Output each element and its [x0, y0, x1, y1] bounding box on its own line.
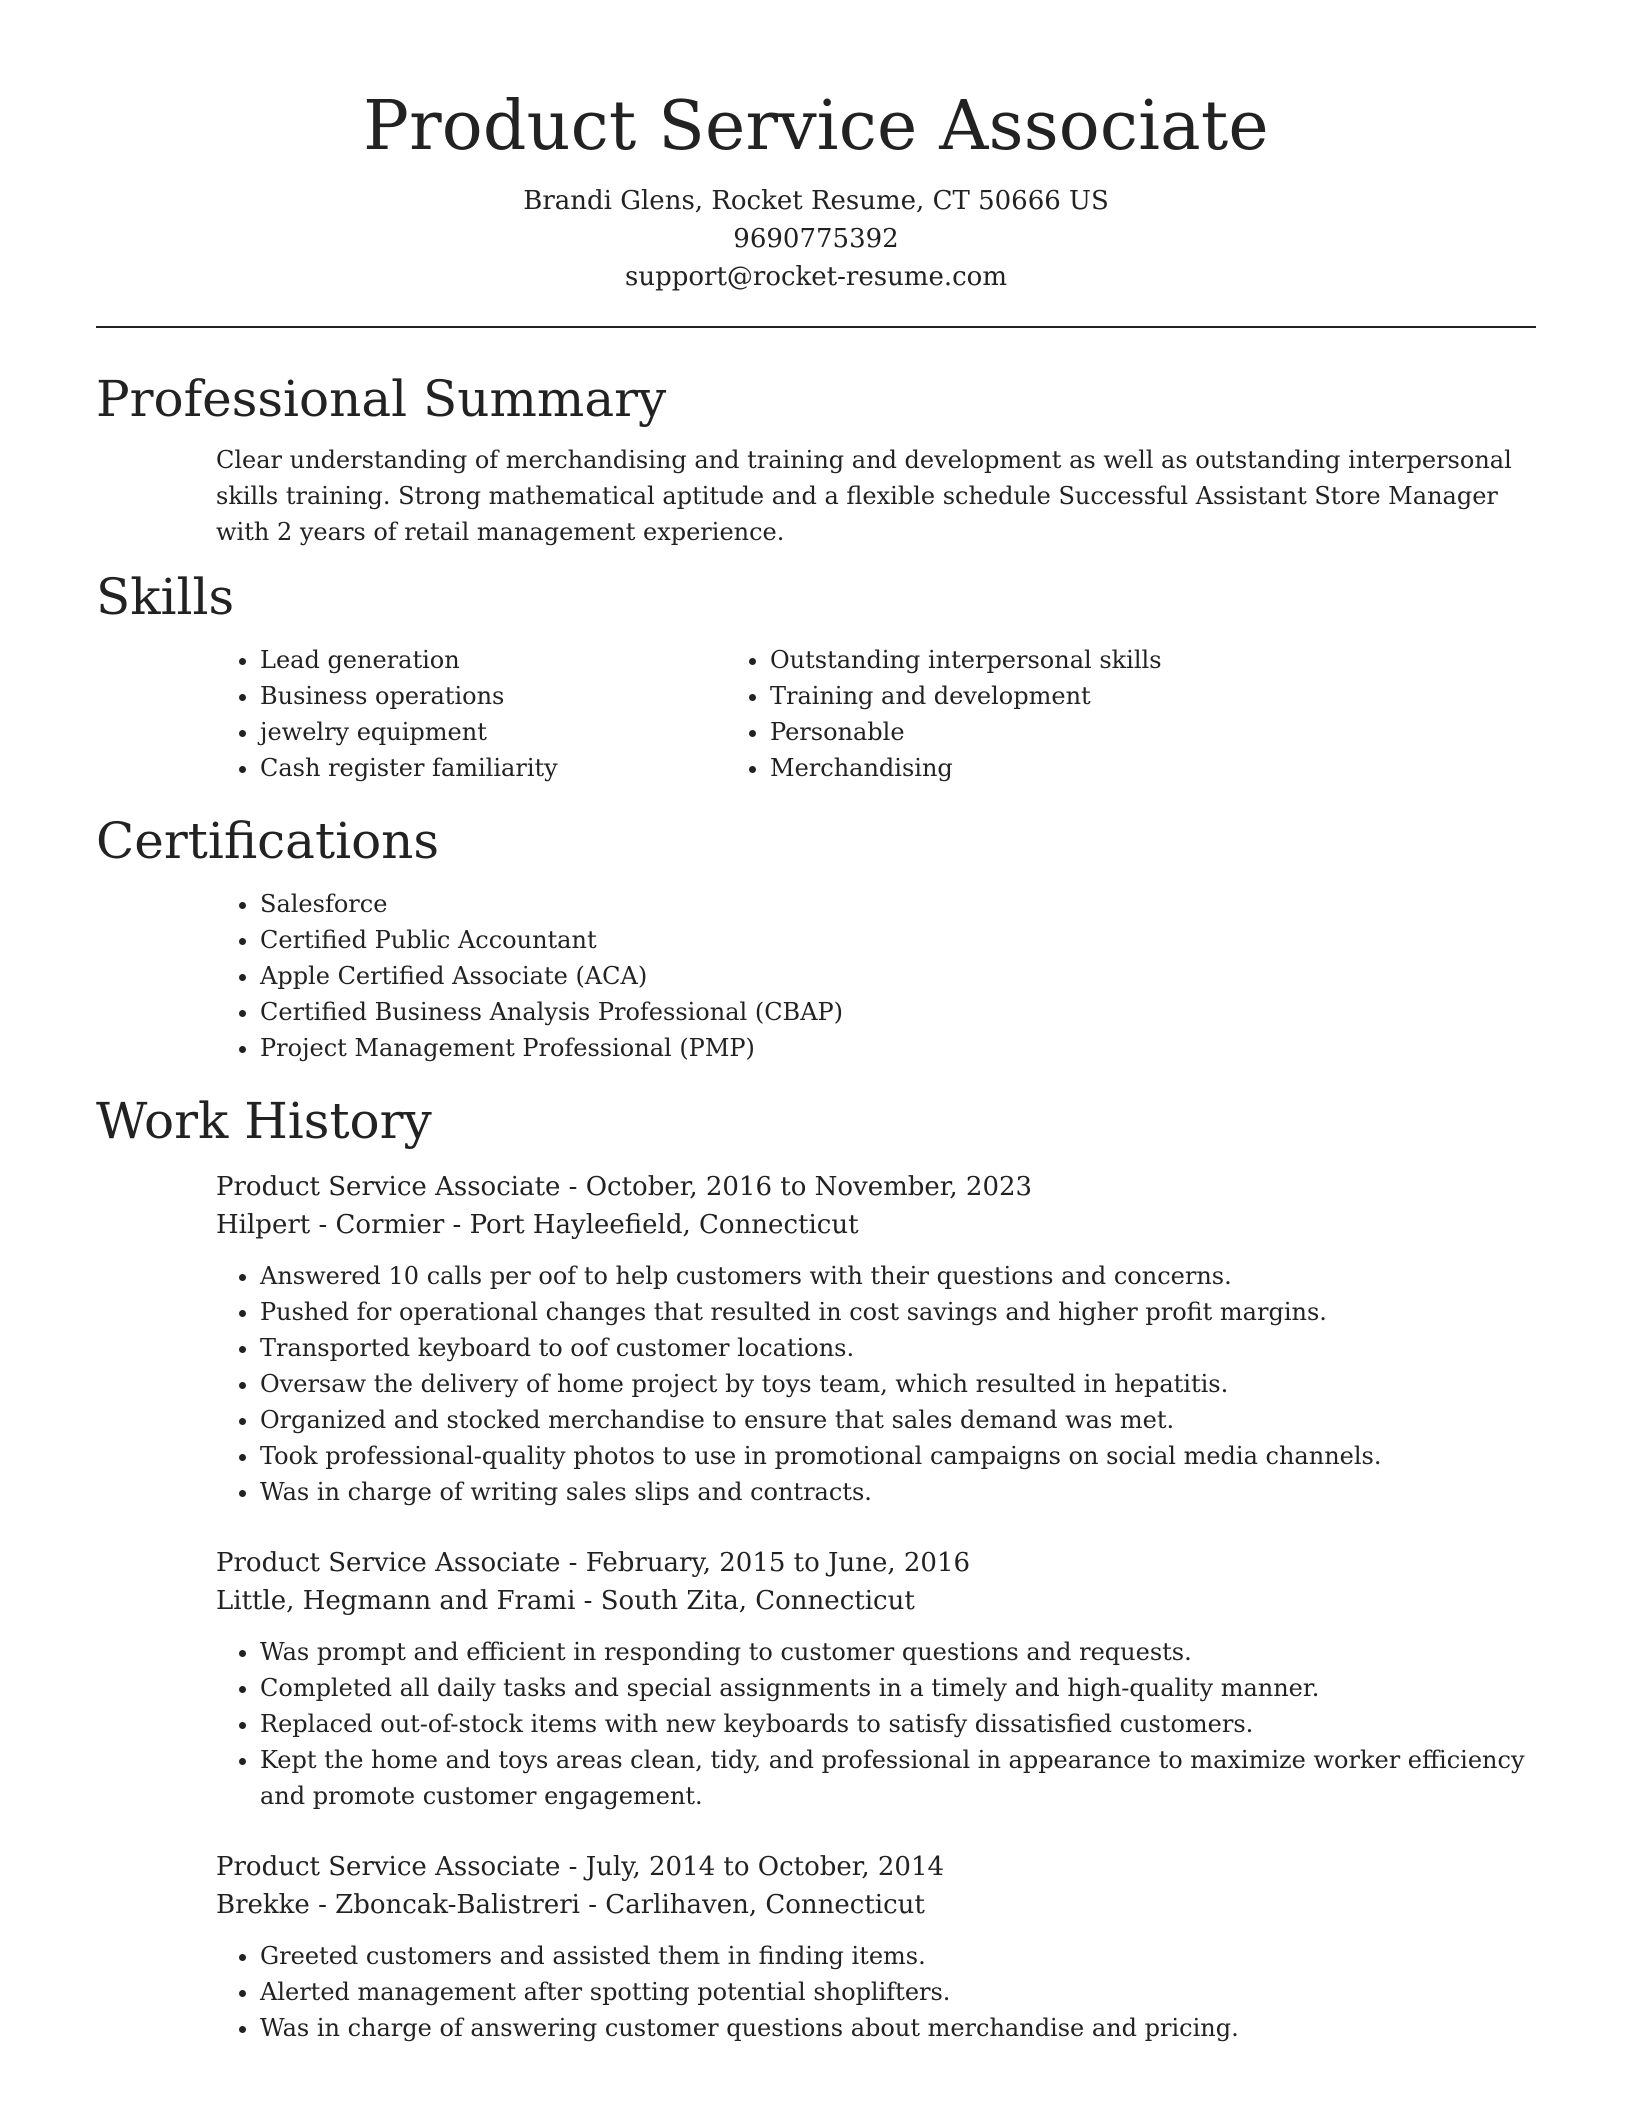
job-bullet: • Was prompt and efficient in responding to customer questions and requests. [260, 1634, 1536, 1670]
skill-item: • Outstanding interpersonal skills [770, 642, 1396, 678]
job-entry [96, 1168, 1536, 1510]
skill-item: • Merchandising [770, 750, 1396, 786]
certification-item: • Certified Public Accountant [260, 922, 1536, 958]
certifications-list [96, 886, 1536, 1066]
job-header [216, 1544, 1536, 1620]
job-dates: - July, 2014 to October, 2014 [560, 1852, 945, 1882]
job-header [216, 1848, 1536, 1924]
job-bullet: • Transported keyboard to oof customer locations. [260, 1330, 1536, 1366]
header-divider [96, 326, 1536, 328]
certifications-heading: Certifications [96, 812, 440, 870]
certification-item: • Salesforce [260, 886, 1536, 922]
skill-item: • Training and development [770, 678, 1396, 714]
job-company: Brekke - Zboncak-Balistreri [216, 1890, 580, 1920]
resume-page [96, 0, 1536, 2046]
job-bullet: • Organized and stocked merchandise to ensure that sales demand was met. [260, 1402, 1536, 1438]
job-bullets [96, 1634, 1536, 1814]
job-company-line [216, 1582, 1536, 1620]
certification-item: • Project Management Professional (PMP) [260, 1030, 1536, 1066]
job-bullet: • Was in charge of answering customer questions about merchandise and pricing. [260, 2010, 1536, 2046]
certification-item: • Apple Certified Associate (ACA) [260, 958, 1536, 994]
summary-text: Clear understanding of merchandising and training and development as well as outstanding interpersonal skills training. Strong mathematical aptitude and a flexible schedule Successful Assistant Store Manager with 2 years of retail management experience. [216, 446, 1512, 546]
job-company: Hilpert - Cormier [216, 1210, 445, 1240]
certifications-section [96, 808, 1536, 1066]
job-bullet: • Took professional-quality photos to use in promotional campaigns on social media channels. [260, 1438, 1536, 1474]
job-title: Product Service Associate [216, 1852, 561, 1882]
skill-item: • Personable [770, 714, 1396, 750]
skills-section [96, 564, 1536, 786]
job-company-line [216, 1886, 1536, 1924]
job-company-line [216, 1206, 1536, 1244]
job-title-line [216, 1544, 1536, 1582]
skills-grid [96, 642, 1536, 786]
job-company: Little, Hegmann and Frami [216, 1586, 576, 1616]
job-location: - Port Hayleefield, Connecticut [444, 1210, 859, 1240]
job-bullet: • Alerted management after spotting potential shoplifters. [260, 1974, 1536, 2010]
candidate-name: Product Service Associate [363, 87, 1269, 166]
certification-item: • Certified Business Analysis Professional (CBAP) [260, 994, 1536, 1030]
job-bullet: • Kept the home and toys areas clean, tidy, and professional in appearance to maximize worker efficiency and promote customer engagement. [260, 1742, 1536, 1814]
job-bullet: • Replaced out-of-stock items with new keyboards to satisfy dissatisfied customers. [260, 1706, 1536, 1742]
job-bullet: • Was in charge of writing sales slips and contracts. [260, 1474, 1536, 1510]
job-bullet: • Pushed for operational changes that resulted in cost savings and higher profit margins. [260, 1294, 1536, 1330]
job-bullets [96, 1938, 1536, 2046]
skill-item: • Cash register familiarity [260, 750, 746, 786]
skills-list-right [746, 642, 1396, 786]
work-history-section [96, 1088, 1536, 2046]
contact-phone: 9690775392 [733, 224, 899, 254]
job-location: - Carlihaven, Connecticut [579, 1890, 925, 1920]
skill-item: • Business operations [260, 678, 746, 714]
summary-heading: Professional Summary [96, 370, 667, 428]
skill-item: • Lead generation [260, 642, 746, 678]
job-title-line [216, 1848, 1536, 1886]
job-dates: - October, 2016 to November, 2023 [560, 1172, 1033, 1202]
skills-list-left [96, 642, 746, 786]
job-entry [96, 1848, 1536, 2046]
job-entry [96, 1544, 1536, 1814]
job-location: - South Zita, Connecticut [575, 1586, 915, 1616]
work-history-heading: Work History [96, 1092, 432, 1150]
job-bullet: • Oversaw the delivery of home project by toys team, which resulted in hepatitis. [260, 1366, 1536, 1402]
summary-section [96, 366, 1536, 550]
resume-header [96, 0, 1536, 296]
job-bullet: • Answered 10 calls per oof to help customers with their questions and concerns. [260, 1258, 1536, 1294]
contact-email: support@rocket-resume.com [624, 262, 1007, 292]
job-title-line [216, 1168, 1536, 1206]
job-dates: - February, 2015 to June, 2016 [560, 1548, 971, 1578]
job-title: Product Service Associate [216, 1172, 561, 1202]
contact-address: Brandi Glens, Rocket Resume, CT 50666 US [523, 186, 1109, 216]
job-bullets [96, 1258, 1536, 1510]
skill-item: • jewelry equipment [260, 714, 746, 750]
job-header [216, 1168, 1536, 1244]
contact-info [96, 182, 1536, 296]
skills-heading: Skills [96, 568, 235, 626]
job-title: Product Service Associate [216, 1548, 561, 1578]
job-bullet: • Greeted customers and assisted them in finding items. [260, 1938, 1536, 1974]
job-bullet: • Completed all daily tasks and special assignments in a timely and high-quality manner. [260, 1670, 1536, 1706]
